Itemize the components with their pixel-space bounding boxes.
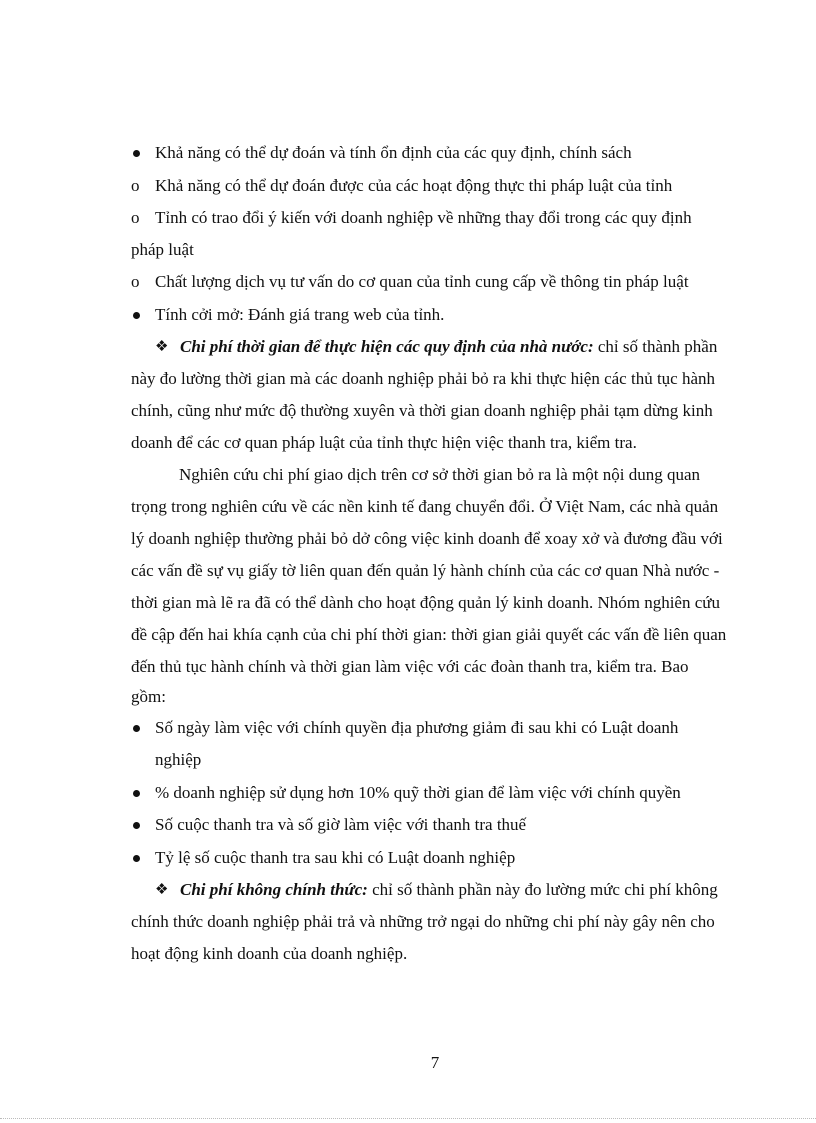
section-heading-line xyxy=(180,336,717,358)
list-item: % doanh nghiệp sử dụng hơn 10% quỹ thời gian để làm việc với chính quyền xyxy=(155,783,681,802)
section-lead: chỉ số thành phần này đo lường mức chi phí không xyxy=(367,880,718,899)
list-item: Tỷ lệ số cuộc thanh tra sau khi có Luật doanh nghiệp xyxy=(155,848,516,867)
body-line: gồm: xyxy=(131,687,166,706)
list-item-continuation: nghiệp xyxy=(155,750,202,769)
list-item-continuation: pháp luật xyxy=(131,240,194,259)
page-border xyxy=(0,1118,816,1119)
body-line: trọng trong nghiên cứu về các nền kinh tế đang chuyển đổi. Ở Việt Nam, các nhà quản xyxy=(131,497,719,516)
bullet-dot-icon xyxy=(133,725,140,732)
list-item: Khả năng có thể dự đoán và tính ổn định của các quy định, chính sách xyxy=(155,143,632,162)
bullet-circle-marker: o xyxy=(131,176,140,195)
body-line: đến thủ tục hành chính và thời gian làm việc với các đoàn thanh tra, kiểm tra. Bao xyxy=(131,657,689,676)
list-item: Số cuộc thanh tra và số giờ làm việc với thanh tra thuế xyxy=(155,815,527,834)
bullet-circle-marker: o xyxy=(131,272,140,291)
section-lead: chỉ số thành phần xyxy=(593,337,718,356)
body-line: các vấn đề sự vụ giấy tờ liên quan đến quản lý hành chính của các cơ quan Nhà nước - xyxy=(131,561,720,580)
list-item: Số ngày làm việc với chính quyền địa phương giảm đi sau khi có Luật doanh xyxy=(155,718,679,737)
section-heading: Chi phí thời gian để thực hiện các quy định của nhà nước: xyxy=(180,337,594,356)
body-line: chính, cũng như mức độ thường xuyên và thời gian doanh nghiệp phải tạm dừng kinh xyxy=(131,401,713,420)
body-line: thời gian mà lẽ ra đã có thể dành cho hoạt động quản lý kinh doanh. Nhóm nghiên cứu xyxy=(131,593,720,612)
diamond-bullet-icon: ❖ xyxy=(155,339,169,355)
bullet-circle-marker: o xyxy=(131,208,140,227)
body-line: đề cập đến hai khía cạnh của chi phí thời gian: thời gian giải quyết các vấn đề liên quan xyxy=(131,625,727,644)
list-item: Tỉnh có trao đổi ý kiến với doanh nghiệp về những thay đổi trong các quy định xyxy=(155,208,692,227)
body-line: hoạt động kinh doanh của doanh nghiệp. xyxy=(131,944,408,963)
bullet-dot-icon xyxy=(133,312,140,319)
bullet-dot-icon xyxy=(133,855,140,862)
list-item: Chất lượng dịch vụ tư vấn do cơ quan của tỉnh cung cấp về thông tin pháp luật xyxy=(155,272,689,291)
body-line: Nghiên cứu chi phí giao dịch trên cơ sở thời gian bỏ ra là một nội dung quan xyxy=(179,465,701,484)
list-item: Tính cởi mở: Đánh giá trang web của tỉnh. xyxy=(155,305,445,324)
bullet-dot-icon xyxy=(133,790,140,797)
body-line: lý doanh nghiệp thường phải bỏ dở công việc kinh doanh để xoay xở và đương đầu với xyxy=(131,529,723,548)
section-heading: Chi phí không chính thức: xyxy=(180,880,368,899)
bullet-dot-icon xyxy=(133,822,140,829)
body-line: doanh để các cơ quan pháp luật của tỉnh thực hiện việc thanh tra, kiểm tra. xyxy=(131,433,637,452)
body-line: này đo lường thời gian mà các doanh nghiệp phải bỏ ra khi thực hiện các thủ tục hành xyxy=(131,369,716,388)
section-heading-line xyxy=(180,879,718,901)
bullet-dot-icon xyxy=(133,150,140,157)
list-item: Khả năng có thể dự đoán được của các hoạt động thực thi pháp luật của tỉnh xyxy=(155,176,673,195)
page-number: 7 xyxy=(430,1053,440,1072)
body-line: chính thức doanh nghiệp phải trả và những trở ngại do những chi phí này gây nên cho xyxy=(131,912,715,931)
diamond-bullet-icon: ❖ xyxy=(155,882,169,898)
